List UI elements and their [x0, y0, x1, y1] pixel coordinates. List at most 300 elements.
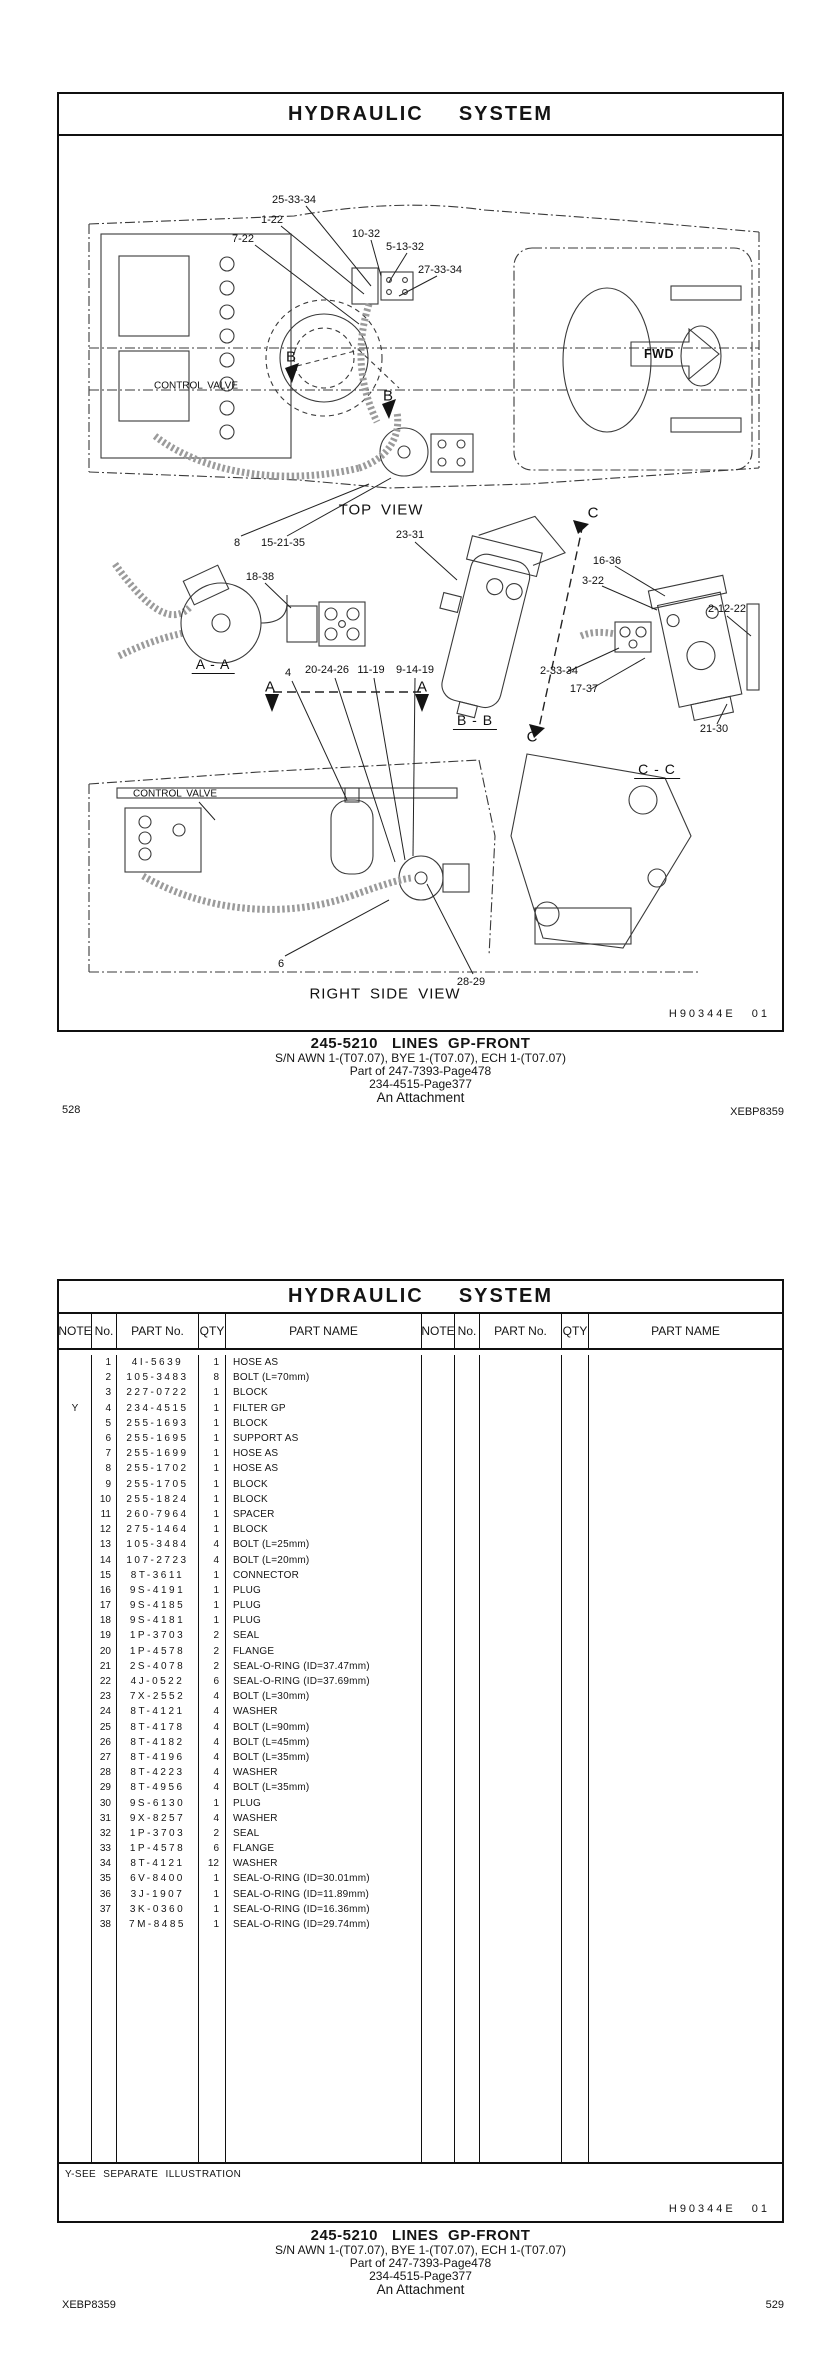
cell-no: 37	[92, 1902, 117, 1917]
callout-b: B	[382, 387, 394, 405]
cell-part-no: 7X-2552	[117, 1689, 199, 1704]
cell-empty	[480, 1674, 562, 1689]
table-row	[59, 1659, 782, 1674]
cell-part-no: 1P-3703	[117, 1628, 199, 1643]
cell-part-no: 1P-4578	[117, 1644, 199, 1659]
cell-note	[59, 1917, 92, 1932]
col-header-no: No.	[455, 1314, 480, 1348]
cell-part-name: WASHER	[226, 1765, 422, 1780]
cell-qty: 2	[199, 1826, 226, 1841]
cell-part-name: SEAL	[226, 1628, 422, 1643]
cell-qty: 1	[199, 1902, 226, 1917]
cell-empty	[455, 1932, 480, 2162]
table-filler-row	[59, 1932, 782, 2162]
table-row	[59, 1355, 782, 1370]
cell-empty	[422, 1735, 455, 1750]
cell-empty	[562, 1461, 589, 1476]
cell-no: 31	[92, 1811, 117, 1826]
footer-page-ref: 234-4515-Page377	[369, 2268, 472, 2283]
cell-empty	[422, 1370, 455, 1385]
table-row	[59, 1568, 782, 1583]
cell-empty	[422, 1856, 455, 1871]
cell-note	[59, 1765, 92, 1780]
callout-20-24-26: 20-24-26	[304, 664, 350, 676]
cell-part-name: SEAL-O-RING (ID=11.89mm)	[226, 1887, 422, 1902]
cell-part-no: 260-7964	[117, 1507, 199, 1522]
cell-empty	[455, 1811, 480, 1826]
cell-empty	[480, 1750, 562, 1765]
table-row	[59, 1522, 782, 1537]
cell-part-name: BOLT (L=20mm)	[226, 1552, 422, 1567]
callout-2-33-34: 2-33-34	[540, 665, 578, 677]
cell-empty	[422, 1689, 455, 1704]
cell-empty	[422, 1477, 455, 1492]
cell-part-no: 255-1702	[117, 1461, 199, 1476]
cell-empty	[562, 1720, 589, 1735]
cell-empty	[589, 1431, 782, 1446]
table-row	[59, 1841, 782, 1856]
cell-no: 7	[92, 1446, 117, 1461]
table-row	[59, 1613, 782, 1628]
cell-empty	[480, 1492, 562, 1507]
cell-empty	[562, 1902, 589, 1917]
cell-empty	[455, 1704, 480, 1719]
cell-qty: 1	[199, 1477, 226, 1492]
callout-c-c: C - C	[634, 761, 680, 779]
cell-note	[59, 1887, 92, 1902]
cell-part-no: 107-2723	[117, 1552, 199, 1567]
cell-empty	[422, 1583, 455, 1598]
cell-part-name: WASHER	[226, 1811, 422, 1826]
cell-empty	[562, 1598, 589, 1613]
cell-empty	[480, 1765, 562, 1780]
cell-part-no: 2S-4078	[117, 1659, 199, 1674]
cell-empty	[562, 1492, 589, 1507]
cell-part-name: PLUG	[226, 1598, 422, 1613]
cell-empty	[455, 1537, 480, 1552]
cell-part-name: HOSE AS	[226, 1461, 422, 1476]
cell-empty	[480, 1613, 562, 1628]
footer-part-of: Part of 247-7393-Page478	[349, 2255, 492, 2270]
table-row	[59, 1583, 782, 1598]
cell-note	[59, 1689, 92, 1704]
cell-no: 13	[92, 1537, 117, 1552]
table-row	[59, 1385, 782, 1400]
cell-part-name: SEAL-O-RING (ID=37.47mm)	[226, 1659, 422, 1674]
cell-note	[59, 1628, 92, 1643]
cell-qty: 1	[199, 1446, 226, 1461]
cell-qty: 4	[199, 1765, 226, 1780]
cell-empty	[422, 1416, 455, 1431]
cell-empty	[480, 1932, 562, 2162]
cell-empty	[480, 1568, 562, 1583]
table-row	[59, 1735, 782, 1750]
cell-empty	[455, 1446, 480, 1461]
cell-part-no: 255-1699	[117, 1446, 199, 1461]
cell-empty	[562, 1932, 589, 2162]
table-row	[59, 1689, 782, 1704]
callout-10-32: 10-32	[351, 228, 381, 240]
callout-8: 8	[233, 537, 241, 549]
cell-part-name: CONNECTOR	[226, 1568, 422, 1583]
cell-empty	[562, 1537, 589, 1552]
cell-empty	[480, 1477, 562, 1492]
col-header-note: NOTE	[422, 1314, 455, 1348]
cell-no: 23	[92, 1689, 117, 1704]
table-row	[59, 1826, 782, 1841]
cell-empty	[562, 1856, 589, 1871]
cell-empty	[455, 1780, 480, 1795]
cell-empty	[455, 1492, 480, 1507]
page2-frame	[57, 1279, 784, 2223]
cell-qty: 6	[199, 1674, 226, 1689]
cell-part-name: BOLT (L=35mm)	[226, 1750, 422, 1765]
cell-empty	[455, 1887, 480, 1902]
cell-empty	[589, 1917, 782, 1932]
cell-empty	[455, 1401, 480, 1416]
cell-part-no: 255-1705	[117, 1477, 199, 1492]
callout-27-33-34: 27-33-34	[417, 264, 463, 276]
cell-qty: 4	[199, 1689, 226, 1704]
cell-qty: 1	[199, 1613, 226, 1628]
table-row	[59, 1416, 782, 1431]
cell-note	[59, 1355, 92, 1370]
cell-empty	[589, 1370, 782, 1385]
cell-part-name: BLOCK	[226, 1492, 422, 1507]
cell-part-name: BLOCK	[226, 1522, 422, 1537]
cell-no: 30	[92, 1795, 117, 1810]
callout-c: C	[587, 504, 599, 522]
page1-title: HYDRAULIC SYSTEM	[59, 94, 782, 136]
cell-empty	[589, 1780, 782, 1795]
cell-empty	[455, 1856, 480, 1871]
plate-code: H90344E	[668, 2203, 736, 2215]
cell-empty	[562, 1811, 589, 1826]
cell-part-name: BOLT (L=35mm)	[226, 1780, 422, 1795]
cell-note	[59, 1568, 92, 1583]
cell-empty	[422, 1552, 455, 1567]
cell-qty: 4	[199, 1552, 226, 1567]
cell-no: 27	[92, 1750, 117, 1765]
cell-empty	[422, 1431, 455, 1446]
callout-b: B	[285, 348, 297, 366]
cell-empty	[480, 1659, 562, 1674]
page2-footer	[57, 2228, 784, 2297]
cell-empty	[455, 1598, 480, 1613]
cell-part-name: WASHER	[226, 1704, 422, 1719]
cell-part-no: 227-0722	[117, 1385, 199, 1400]
cell-part-name: SEAL-O-RING (ID=29.74mm)	[226, 1917, 422, 1932]
cell-empty	[480, 1644, 562, 1659]
col-header-note: NOTE	[59, 1314, 92, 1348]
table-row	[59, 1856, 782, 1871]
table-row	[59, 1446, 782, 1461]
cell-part-no: 8T-4196	[117, 1750, 199, 1765]
cell-part-name: FILTER GP	[226, 1401, 422, 1416]
cell-qty: 1	[199, 1568, 226, 1583]
callout-21-30: 21-30	[699, 723, 729, 735]
cell-empty	[589, 1552, 782, 1567]
col-header-partno: PART No.	[480, 1314, 562, 1348]
cell-empty	[455, 1583, 480, 1598]
cell-no: 3	[92, 1385, 117, 1400]
cell-no: 26	[92, 1735, 117, 1750]
cell-empty	[562, 1841, 589, 1856]
table-row	[59, 1461, 782, 1476]
table-row	[59, 1887, 782, 1902]
cell-empty	[589, 1689, 782, 1704]
separate-illustration-note: Y-SEE SEPARATE ILLUSTRATION	[65, 2169, 242, 2180]
callout-5-13-32: 5-13-32	[386, 241, 424, 253]
cell-part-name: BOLT (L=45mm)	[226, 1735, 422, 1750]
cell-empty	[562, 1735, 589, 1750]
cell-no: 29	[92, 1780, 117, 1795]
plate-id	[669, 1008, 770, 1020]
cell-note	[59, 1537, 92, 1552]
cell-note	[59, 1856, 92, 1871]
cell-empty	[480, 1507, 562, 1522]
footer-title: 245-5210 LINES GP-FRONT	[310, 2227, 531, 2244]
cell-no: 34	[92, 1856, 117, 1871]
callout-6: 6	[277, 958, 285, 970]
cell-part-name: FLANGE	[226, 1841, 422, 1856]
cell-empty	[455, 1461, 480, 1476]
cell-empty	[422, 1871, 455, 1886]
cell-empty	[422, 1917, 455, 1932]
col-header-partno: PART No.	[117, 1314, 199, 1348]
col-header-partname: PART NAME	[226, 1314, 422, 1348]
cell-qty: 4	[199, 1750, 226, 1765]
cell-empty	[422, 1492, 455, 1507]
cell-part-name: SEAL-O-RING (ID=16.36mm)	[226, 1902, 422, 1917]
cell-empty	[589, 1492, 782, 1507]
cell-qty: 1	[199, 1492, 226, 1507]
table-row	[59, 1598, 782, 1613]
cell-empty	[589, 1583, 782, 1598]
cell-part-name: SUPPORT AS	[226, 1431, 422, 1446]
cell-note	[59, 1385, 92, 1400]
callout-23-31: 23-31	[395, 529, 425, 541]
cell-no: 8	[92, 1461, 117, 1476]
cell-empty	[422, 1659, 455, 1674]
table-row	[59, 1871, 782, 1886]
cell-part-no: 6V-8400	[117, 1871, 199, 1886]
cell-empty	[589, 1477, 782, 1492]
cell-note	[59, 1446, 92, 1461]
cell-no: 28	[92, 1765, 117, 1780]
cell-no: 38	[92, 1917, 117, 1932]
cell-part-no: 255-1695	[117, 1431, 199, 1446]
page1-number: 528	[62, 1104, 81, 1116]
cell-part-name: SPACER	[226, 1507, 422, 1522]
table-row	[59, 1917, 782, 1932]
cell-no: 11	[92, 1507, 117, 1522]
cell-note	[59, 1720, 92, 1735]
callout-a: A	[416, 678, 428, 696]
cell-empty	[480, 1446, 562, 1461]
cell-part-no: 9S-4191	[117, 1583, 199, 1598]
cell-empty	[562, 1552, 589, 1567]
table-row	[59, 1720, 782, 1735]
table-row	[59, 1674, 782, 1689]
cell-empty	[455, 1917, 480, 1932]
cell-note: Y	[59, 1401, 92, 1416]
cell-empty	[422, 1750, 455, 1765]
cell-part-name: BOLT (L=70mm)	[226, 1370, 422, 1385]
callout-top-view: TOP VIEW	[338, 501, 424, 519]
cell-empty	[422, 1401, 455, 1416]
cell-no: 21	[92, 1659, 117, 1674]
cell-qty: 1	[199, 1507, 226, 1522]
cell-note	[59, 1841, 92, 1856]
cell-empty	[455, 1507, 480, 1522]
page1-diagram	[59, 136, 782, 1028]
cell-qty: 8	[199, 1370, 226, 1385]
table-row	[59, 1902, 782, 1917]
cell-empty	[562, 1826, 589, 1841]
cell-no: 22	[92, 1674, 117, 1689]
cell-empty	[562, 1795, 589, 1810]
cell-empty	[562, 1750, 589, 1765]
cell-empty	[480, 1522, 562, 1537]
cell-qty: 2	[199, 1659, 226, 1674]
cell-note	[59, 1522, 92, 1537]
cell-empty	[589, 1401, 782, 1416]
cell-empty	[480, 1887, 562, 1902]
cell-empty	[480, 1370, 562, 1385]
cell-part-name: PLUG	[226, 1613, 422, 1628]
cell-no: 33	[92, 1841, 117, 1856]
callout-1-22: 1-22	[260, 214, 284, 226]
cell-empty	[480, 1461, 562, 1476]
callout-15-21-35: 15-21-35	[260, 537, 306, 549]
cell-part-name: SEAL-O-RING (ID=30.01mm)	[226, 1871, 422, 1886]
cell-empty	[562, 1522, 589, 1537]
cell-no: 16	[92, 1583, 117, 1598]
cell-qty: 1	[199, 1416, 226, 1431]
cell-empty	[455, 1720, 480, 1735]
cell-empty	[422, 1704, 455, 1719]
cell-empty	[589, 1522, 782, 1537]
cell-empty	[589, 1628, 782, 1643]
cell-empty	[589, 1598, 782, 1613]
cell-note	[59, 1507, 92, 1522]
table-row	[59, 1537, 782, 1552]
cell-part-no: 8T-4182	[117, 1735, 199, 1750]
page2-title: HYDRAULIC SYSTEM	[59, 1281, 782, 1314]
cell-empty	[422, 1628, 455, 1643]
cell-empty	[480, 1431, 562, 1446]
plate-rev: 01	[751, 1008, 770, 1020]
cell-note	[59, 1735, 92, 1750]
cell-empty	[455, 1477, 480, 1492]
cell-empty	[562, 1644, 589, 1659]
cell-part-no: 4I-5639	[117, 1355, 199, 1370]
table-row	[59, 1750, 782, 1765]
cell-empty	[562, 1871, 589, 1886]
table-row	[59, 1492, 782, 1507]
cell-empty	[562, 1568, 589, 1583]
cell-note	[59, 1644, 92, 1659]
cell-part-name: PLUG	[226, 1583, 422, 1598]
cell-empty	[562, 1355, 589, 1370]
cell-part-name: BLOCK	[226, 1385, 422, 1400]
cell-empty	[589, 1537, 782, 1552]
cell-empty	[589, 1811, 782, 1826]
cell-note	[59, 1795, 92, 1810]
table-row	[59, 1431, 782, 1446]
cell-empty	[589, 1841, 782, 1856]
callout-16-36: 16-36	[592, 555, 622, 567]
cell-empty	[480, 1401, 562, 1416]
cell-part-name: BOLT (L=30mm)	[226, 1689, 422, 1704]
cell-part-no: 9S-4181	[117, 1613, 199, 1628]
cell-empty	[480, 1537, 562, 1552]
page1-footer	[57, 1036, 784, 1105]
cell-empty	[422, 1811, 455, 1826]
cell-empty	[562, 1431, 589, 1446]
cell-part-no: 255-1824	[117, 1492, 199, 1507]
cell-part-name: WASHER	[226, 1856, 422, 1871]
cell-empty	[455, 1795, 480, 1810]
cell-note	[59, 1826, 92, 1841]
cell-no: 9	[92, 1477, 117, 1492]
cell-empty	[480, 1552, 562, 1567]
cell-qty: 1	[199, 1795, 226, 1810]
cell-part-no: 8T-4956	[117, 1780, 199, 1795]
cell-empty	[455, 1750, 480, 1765]
cell-empty	[422, 1522, 455, 1537]
cell-empty	[589, 1720, 782, 1735]
cell-part-no: 8T-3611	[117, 1568, 199, 1583]
cell-empty	[455, 1871, 480, 1886]
cell-part-no: 1P-3703	[117, 1826, 199, 1841]
cell-qty: 1	[199, 1917, 226, 1932]
cell-empty	[455, 1826, 480, 1841]
cell-empty	[480, 1826, 562, 1841]
cell-no: 17	[92, 1598, 117, 1613]
cell-empty	[455, 1431, 480, 1446]
cell-no: 6	[92, 1431, 117, 1446]
cell-note	[59, 1598, 92, 1613]
cell-empty	[480, 1811, 562, 1826]
cell-empty	[480, 1598, 562, 1613]
cell-no: 12	[92, 1522, 117, 1537]
cell-empty	[480, 1720, 562, 1735]
table-row	[59, 1507, 782, 1522]
cell-empty	[589, 1446, 782, 1461]
cell-empty	[422, 1841, 455, 1856]
cell-empty	[589, 1355, 782, 1370]
cell-empty	[455, 1355, 480, 1370]
cell-empty	[480, 1871, 562, 1886]
table-note-area	[59, 2164, 782, 2221]
callout-fwd: FWD	[644, 347, 674, 361]
cell-note	[59, 1583, 92, 1598]
cell-empty	[589, 1416, 782, 1431]
cell-empty	[480, 1917, 562, 1932]
cell-empty	[480, 1583, 562, 1598]
cell-empty	[480, 1628, 562, 1643]
cell-no: 1	[92, 1355, 117, 1370]
cell-empty	[455, 1552, 480, 1567]
cell-qty: 1	[199, 1385, 226, 1400]
cell-no: 32	[92, 1826, 117, 1841]
cell-part-no: 8T-4121	[117, 1856, 199, 1871]
cell-empty	[422, 1644, 455, 1659]
cell-part-name: SEAL-O-RING (ID=37.69mm)	[226, 1674, 422, 1689]
callout-28-29: 28-29	[456, 976, 486, 988]
